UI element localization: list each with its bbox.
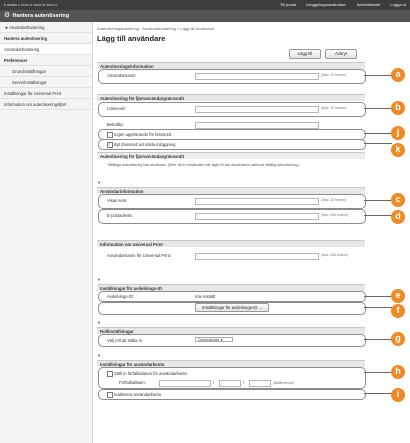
no-expire-label: Ingen upphörande för lösenord [114,132,172,137]
section-user-account: Inställningar för användarkonto [97,360,365,367]
confirm-input[interactable] [195,122,319,129]
change-on-login-checkbox[interactable]: ✓ [108,142,112,146]
disable-account-checkbox[interactable] [107,392,113,398]
up-user-input[interactable] [195,253,319,260]
sidebar-item-basic-settings[interactable]: Grundinställningar [0,66,92,77]
breadcrumb: Autentiseringshantering : Användarhantering > Lägg till användare [97,26,215,31]
display-name-input[interactable] [195,198,319,205]
email-hint: (Max. 256 tecken) [321,213,349,217]
leader-c [364,200,392,201]
badge-b: b [391,101,405,115]
gear-icon: ⚙ [3,12,11,19]
confirm-label: Bekräfta: [107,122,124,127]
leader-j [364,133,392,134]
device-info-text: ᴇ ʀᴇᴍᴍ ᴀ xxxx ᴋ xxxx ᴍ xxxx ᴘ [4,2,58,7]
leader-k [364,143,392,144]
dept-value: Inte inställt [195,294,216,299]
login-user-name: Administratör [356,2,381,7]
badge-e: e [391,289,405,303]
leader-h [364,372,392,373]
disable-account-label: Inaktivera användarkonto [114,392,162,397]
leader-i [364,393,392,394]
title-bar [0,10,410,22]
change-on-login-label: Byt lösenord vid nästa inloggning [114,142,176,147]
sidebar-item-server-settings[interactable]: Serverinställningar [0,77,92,88]
badge-d: d [391,210,405,224]
email-input[interactable] [195,213,319,220]
username-input[interactable] [195,73,319,80]
section-dept-id: Inställningar för avdelnings-ID [97,284,365,291]
section-user-info: Användarinformation [97,187,365,194]
add-button[interactable]: Lägg till [289,49,321,59]
email-label: E-postadress: [107,213,133,218]
role-label: Välj roll att ställa in: [107,338,144,343]
sidebar-item-auth-info[interactable]: Information om autentiseringsfjärr [0,99,92,110]
portal-link[interactable]: Till portal [279,2,296,7]
username-hint: (Max. 32 tecken) [321,73,347,77]
chevron-down-icon: ▾ [220,338,223,342]
app-title: Hantera autentisering [12,13,70,19]
login-user-label: Inloggningsanvändare: [306,2,347,7]
display-name-hint: (Max. 32 tecken) [321,198,347,202]
password-input[interactable] [195,106,319,113]
expire-label: Ställ in förfallodatum för användarkonto [114,371,187,376]
badge-h: h [391,365,405,379]
up-user-hint: (Max. 256 tecken) [321,253,349,257]
top-links [271,0,406,10]
leader-f [364,307,392,308]
role-select[interactable] [195,337,233,342]
username-label: Användarnamn: [107,73,137,78]
leader-d [364,215,392,216]
badge-k: k [391,143,405,157]
date-separator-1: / [213,380,215,385]
main-content [95,22,407,443]
date-hint: (åååå/mm/dd) [273,381,295,385]
collapse-triangle-icon[interactable]: ▼ [97,180,101,185]
expire-month-input[interactable] [219,380,241,387]
badge-i: i [391,388,405,402]
top-status-bar [0,0,410,10]
section-remote-ui-header: Autentisering för fjärranvändargränssnitt [97,152,365,159]
leader-g [364,339,392,340]
section-auth-info: Autentiseringsinformation [97,62,365,69]
display-name-label: Visas som: [107,198,128,203]
section-remote-settings: Autentisering för fjärranvändargränssnitt [97,94,365,101]
password-hint: (Max. 32 tecken) [321,106,347,110]
sidebar-item-universal-print[interactable]: Inställningar för Universal Print [0,88,92,99]
sidebar [0,22,93,443]
no-expire-checkbox[interactable] [107,132,113,138]
dept-settings-button[interactable]: Inställningar för avdelnings-ID ... [195,303,269,312]
collapse-triangle-icon-3[interactable]: ▼ [97,320,101,325]
sidebar-head-preferences: Preferenser [0,55,92,66]
date-separator-2: / [243,380,245,385]
sidebar-item-user-management[interactable]: Användarhantering [0,44,92,55]
up-user-label: Användarnamn för Universal Print: [107,253,172,258]
collapse-triangle-icon-2[interactable]: ▼ [97,277,101,282]
badge-c: c [391,193,405,207]
dept-label: Avdelnings-ID: [107,294,135,299]
expire-checkbox[interactable] [107,371,113,377]
expire-year-input[interactable] [159,380,211,387]
leader-a [364,75,392,76]
section-role: Rollinställningar [97,327,365,334]
remote-note: Tillfälliga autentisering kan användas. (Efter att en användare har lagts till kan användaren aktivera tillfällig autentisering). [107,163,300,167]
password-label: Lösenord: [107,106,126,111]
page-title: Lägg till användare [97,34,166,43]
expire-date-label: Förfallodatum: [119,380,146,385]
leader-e [364,296,392,297]
collapse-triangle-icon-4[interactable]: ▼ [97,353,101,358]
badge-j: j [391,126,405,140]
sidebar-head-auth: Hantera autentisering [0,33,92,44]
role-select-value: GeneralUser [198,338,220,342]
section-universal-print: Information om Universal Print [97,240,365,247]
cancel-button[interactable]: Avbryt [325,49,357,59]
expire-day-input[interactable] [249,380,271,387]
leader-b [364,108,392,109]
badge-f: f [391,304,405,318]
sidebar-item-user-management-back[interactable]: ◄ Användarhantering [0,22,92,33]
callout-e [98,291,366,302]
badge-a: a [391,68,405,82]
logout-link[interactable]: Logga ut [390,2,406,7]
badge-g: g [391,332,405,346]
